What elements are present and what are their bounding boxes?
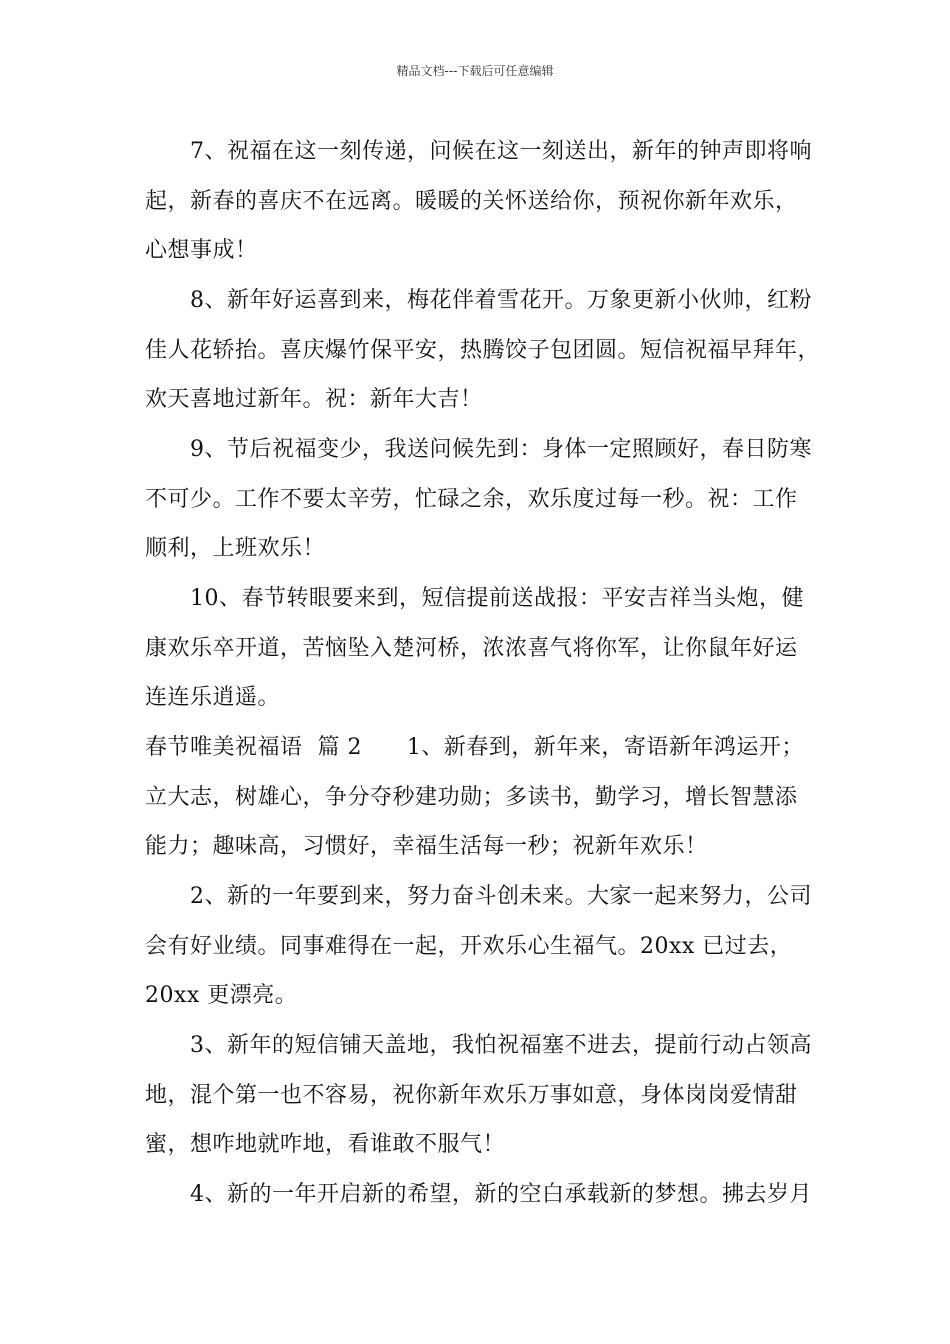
- text-line: 7、祝福在这一刻传递，问候在这一刻送出，新年的钟声即将响: [190, 139, 812, 164]
- text-line: 能力；趣味高，习惯好，幸福生活每一秒；祝新年欢乐！: [145, 834, 708, 859]
- text-line: 心想事成！: [145, 238, 258, 263]
- text-line: 起，新春的喜庆不在远离。暖暖的关怀送给你，预祝你新年欢乐，: [145, 189, 798, 214]
- section-heading-line: 春节唯美祝福语 篇 2 1、新春到，新年来，寄语新年鸿运开；: [145, 735, 804, 760]
- text-line: 连连乐逍遥。: [145, 685, 281, 710]
- text-line: 佳人花轿抬。喜庆爆竹保平安，热腾饺子包团圆。短信祝福早拜年，: [145, 338, 821, 363]
- text-line: 蜜，想咋地就咋地，看谁敢不服气！: [145, 1132, 506, 1157]
- text-line: 2、新的一年要到来，努力奋斗创未来。大家一起来努力，公司: [190, 884, 812, 909]
- text-line: 10、春节转眼要来到，短信提前送战报：平安吉祥当头炮，健: [190, 586, 804, 611]
- text-line: 3、新年的短信铺天盖地，我怕祝福塞不进去，提前行动占领高: [190, 1033, 812, 1058]
- text-line: 康欢乐卒开道，苦恼坠入楚河桥，浓浓喜气将你军，让你鼠年好运: [145, 636, 798, 661]
- text-line: 顺利，上班欢乐！: [145, 536, 326, 561]
- text-line: 会有好业绩。同事难得在一起，开欢乐心生福气。20xx 已过去，: [145, 934, 793, 959]
- text-line: 4、新的一年开启新的希望，新的空白承载新的梦想。拂去岁月: [190, 1182, 812, 1207]
- text-line: 9、节后祝福变少，我送问候先到：身体一定照顾好，春日防寒: [190, 437, 812, 462]
- text-line: 立大志，树雄心，争分夺秒建功勋；多读书，勤学习，增长智慧添: [145, 785, 798, 810]
- text-line: 20xx 更漂亮。: [145, 983, 298, 1008]
- text-line: 欢天喜地过新年。祝：新年大吉！: [145, 387, 483, 412]
- text-line: 不可少。工作不要太辛劳，忙碌之余，欢乐度过每一秒。祝：工作: [145, 487, 798, 512]
- text-line: 地，混个第一也不容易，祝你新年欢乐万事如意，身体岗岗爱情甜: [145, 1083, 798, 1108]
- page-header: 精品文档---下载后可任意编辑: [396, 64, 554, 78]
- text-line: 8、新年好运喜到来，梅花伴着雪花开。万象更新小伙帅，红粉: [190, 288, 812, 313]
